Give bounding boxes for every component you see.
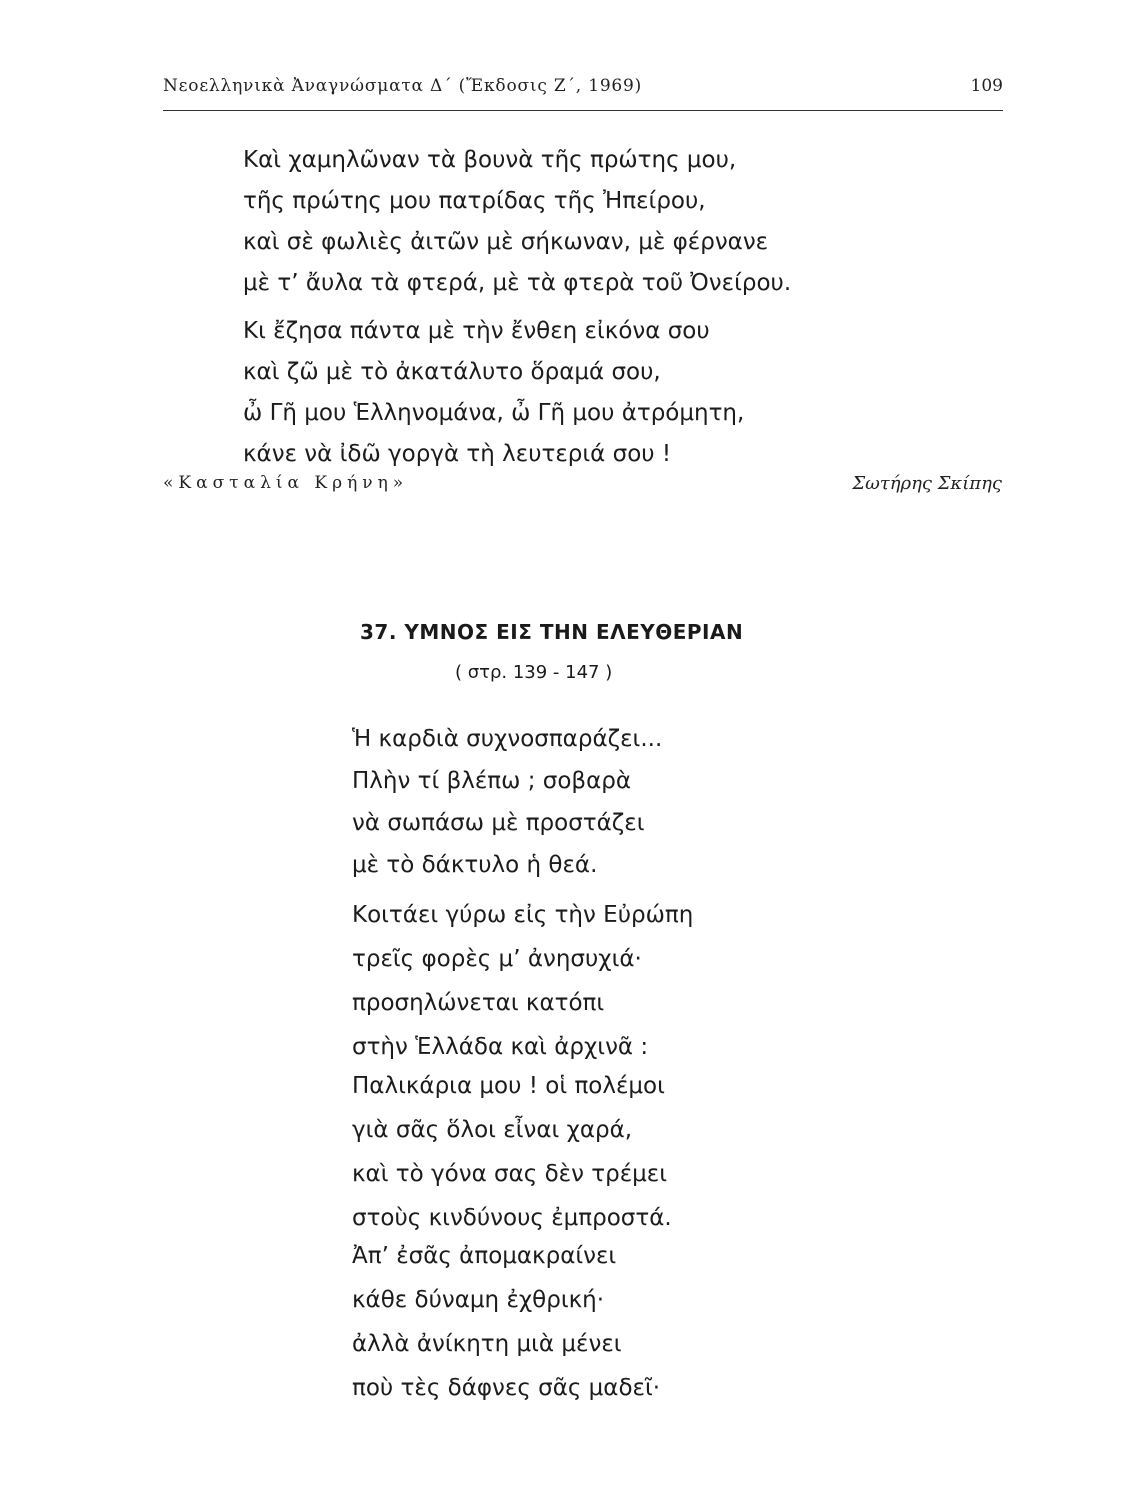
poem2-stanza-3	[352, 1064, 672, 1240]
verse-line: Κοιτάει γύρω εἰς τὴν Εὐρώπη	[352, 902, 694, 928]
verse-line: κάνε νὰ ἰδῶ γοργὰ τὴ λευτεριά σου !	[243, 441, 672, 467]
verse-line: Ἀπ’ ἐσᾶς ἀπομακραίνει	[352, 1243, 617, 1269]
verse-line: ποὺ τὲς δάφνες σᾶς μαδεῖ·	[352, 1375, 661, 1401]
verse-line: καὶ τὸ γόνα σας δὲν τρέμει	[352, 1161, 667, 1187]
verse-line: ὦ Γῆ μου Ἑλληνομάνα, ὦ Γῆ μου ἀτρόμητη,	[243, 400, 745, 426]
verse-line: προσηλώνεται κατόπι	[352, 990, 605, 1016]
verse-line: κάθε δύναμη ἐχθρική·	[352, 1287, 605, 1313]
verse-line: μὲ τὸ δάκτυλο ἡ θεά.	[352, 852, 598, 878]
poem-source: «Κασταλία Κρήνη»	[163, 473, 409, 493]
poem2-stanza-2	[352, 893, 693, 1069]
page-number: 109	[970, 76, 1003, 96]
verse-line: μὲ τ’ ἄυλα τὰ φτερά, μὲ τὰ φτερὰ τοῦ Ὀνείρου.	[243, 270, 792, 296]
running-title: Νεοελληνικὰ Ἀναγνώσματα Δ´ (Ἔκδοσις Ζ´, 1969)	[163, 76, 643, 96]
running-header	[163, 72, 1003, 112]
poem-title: 37. ΥΜΝΟΣ ΕΙΣ ΤΗΝ ΕΛΕΥΘΕΡΙΑΝ	[360, 620, 744, 644]
header-rule	[163, 110, 1003, 111]
verse-line: καὶ σὲ φωλιὲς ἀιτῶν μὲ σήκωναν, μὲ φέρνανε	[243, 229, 769, 255]
poem2-stanza-1	[352, 718, 662, 886]
verse-line: Πλὴν τί βλέπω ; σοβαρὰ	[352, 768, 632, 794]
verse-line: Παλικάρια μου ! οἱ πολέμοι	[352, 1073, 665, 1099]
verse-line: στὴν Ἑλλάδα καὶ ἀρχινᾶ :	[352, 1034, 649, 1060]
poem2-stanza-4	[352, 1234, 660, 1410]
verse-line: τρεῖς φορὲς μ’ ἀνησυχιά·	[352, 946, 642, 972]
verse-line: Καὶ χαμηλῶναν τὰ βουνὰ τῆς πρώτης μου,	[243, 147, 737, 173]
poem1-stanza-2	[243, 311, 744, 475]
verse-line: Ἡ καρδιὰ συχνοσπαράζει...	[352, 726, 663, 752]
poem1-stanza-1	[243, 140, 791, 304]
verse-line: τῆς πρώτης μου πατρίδας τῆς Ἠπείρου,	[243, 188, 706, 214]
verse-line: καὶ ζῶ μὲ τὸ ἀκατάλυτο ὅραμά σου,	[243, 359, 661, 385]
verse-line: Κι ἔζησα πάντα μὲ τὴν ἔνθεη εἰκόνα σου	[243, 318, 710, 344]
verse-line: γιὰ σᾶς ὅλοι εἶναι χαρά,	[352, 1117, 633, 1143]
verse-line: ἀλλὰ ἀνίκητη μιὰ μένει	[352, 1331, 622, 1357]
poem-author: Σωτήρης Σκίπης	[852, 473, 1002, 494]
verse-line: στοὺς κινδύνους ἐμπροστά.	[352, 1205, 672, 1231]
verse-line: νὰ σωπάσω μὲ προστάζει	[352, 810, 645, 836]
poem-subtitle: ( στρ. 139 - 147 )	[455, 662, 613, 683]
